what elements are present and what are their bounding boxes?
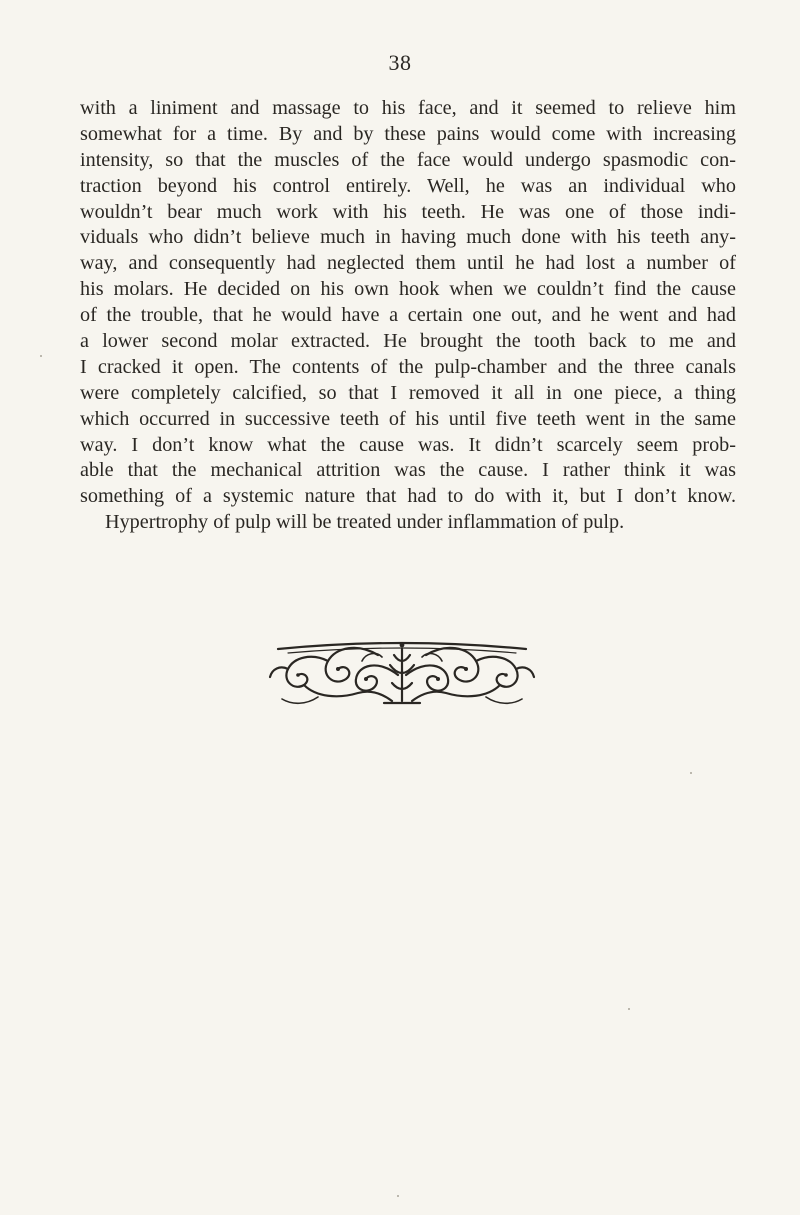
floral-scroll-ornament-icon [258, 635, 546, 711]
paper-speck [690, 772, 692, 774]
text-line: with a liniment and massage to his face, and it seemed to relieve him [80, 97, 736, 119]
text-line: his molars. He decided on his own hook when we couldn’t find the cause [80, 278, 736, 301]
text-line: somewhat for a time. By and by these pains would come with increasing [80, 122, 736, 145]
text-line: way. I don’t know what the cause was. It didn’t scarcely seem prob- [80, 433, 736, 456]
text-line: something of a systemic nature that had to do with it, but I don’t know. [80, 485, 736, 508]
text-line: a lower second molar extracted. He brought the tooth back to me and [80, 330, 736, 353]
text-line: viduals who didn’t believe much in having much done with his teeth any- [80, 226, 736, 249]
text-line-last: Hypertrophy of pulp will be treated under inflammation of pulp. [105, 511, 625, 534]
text-line: able that the mechanical attrition was the cause. I rather think it was [80, 459, 736, 482]
body-paragraph [80, 96, 736, 536]
text-line: traction beyond his control entirely. Well, he was an individual who [80, 174, 736, 197]
text-line: way, and consequently had neglected them until he had lost a number of [80, 252, 736, 275]
paper-speck [628, 1008, 630, 1010]
text-line: I cracked it open. The contents of the pulp-chamber and the three canals [80, 355, 736, 378]
page-number: 38 [388, 50, 412, 75]
text-line: wouldn’t bear much work with his teeth. He was one of those indi- [80, 200, 736, 223]
text-line: of the trouble, that he would have a certain one out, and he went and had [80, 304, 736, 327]
paper-speck [397, 1195, 399, 1197]
paper-speck [40, 355, 42, 357]
text-line: intensity, so that the muscles of the face would undergo spasmodic con- [80, 148, 736, 171]
text-line: which occurred in successive teeth of his until five teeth went in the same [80, 407, 736, 430]
text-line: were completely calcified, so that I removed it all in one piece, a thing [80, 381, 736, 404]
